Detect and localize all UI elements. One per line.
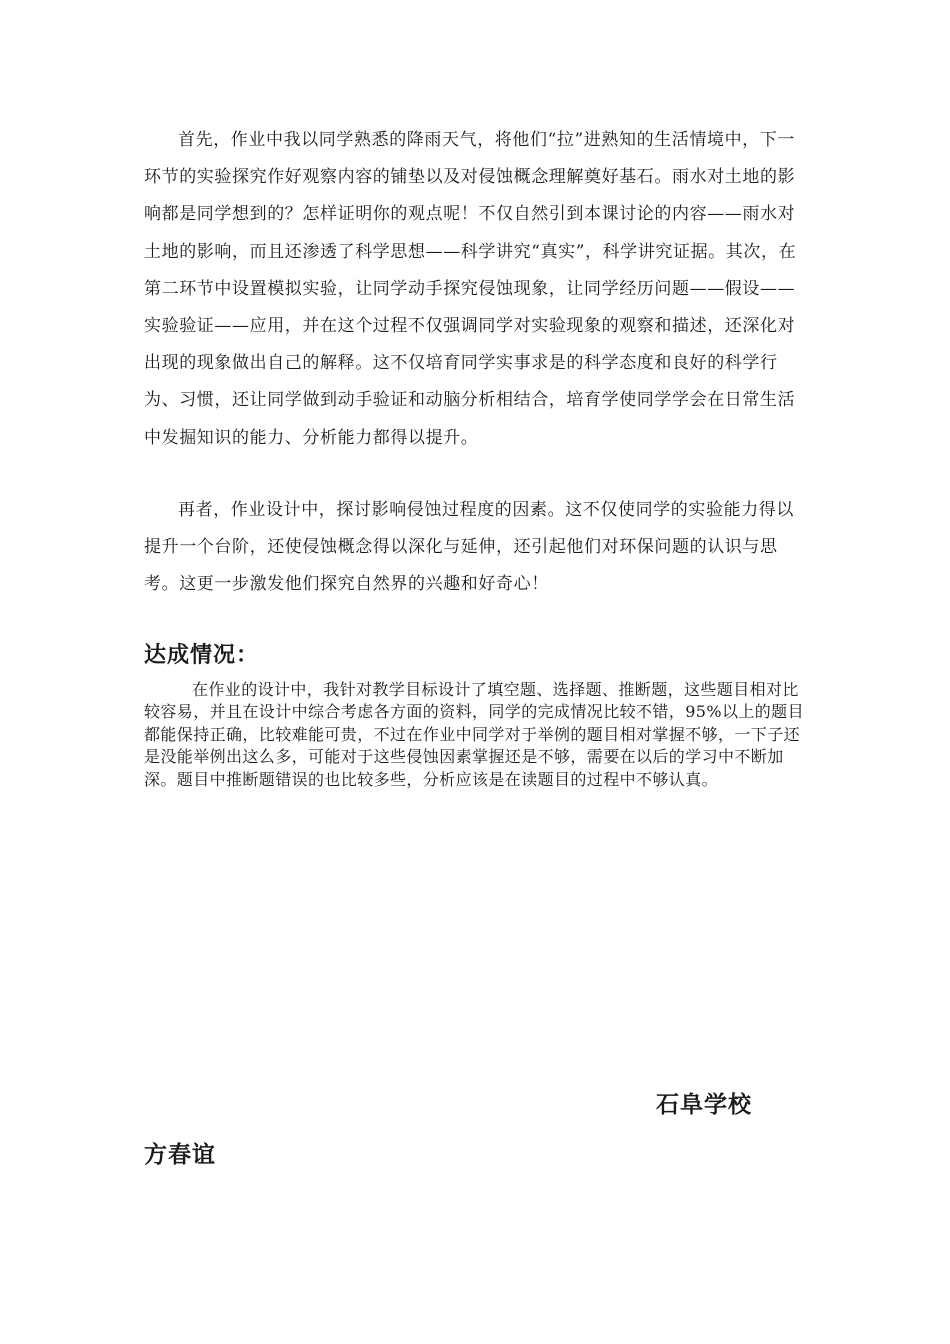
reflection-paragraph-1: 首先，作业中我以同学熟悉的降雨天气，将他们“拉”进熟知的生活情境中，下一环节的实验探究作好观察内容的铺垫以及对侵蚀概念理解奠好基石。雨水对土地的影响都是同学想到的？怎样证明你的观点呢！不仅自然引到本课讨论的内容——雨水对土地的影响，而且还渗透了科学思想——科学讲究“真实”，科学讲究证据。其次，在第二环节中设置模拟实验，让同学动手探究侵蚀现象，让同学经历问题——假设——实验验证——应用，并在这个过程不仅强调同学对实验现象的观察和描述，还深化对出现的现象做出自己的解释。这不仅培育同学实事求是的科学态度和良好的科学行为、习惯，还让同学做到动手验证和动脑分析相结合，培育学使同学学会在日常生活中发掘知识的能力、分析能力都得以提升。: [144, 130, 797, 448]
signature-school: 石阜学校: [656, 1092, 752, 1118]
signature-author: 方春谊: [144, 1142, 216, 1168]
achievement-heading: 达成情况：: [144, 643, 260, 668]
achievement-paragraph: 在作业的设计中，我针对教学目标设计了填空题、选择题、推断题，这些题目相对比较容易，并且在设计中综合考虑各方面的资料，同学的完成情况比较不错，95%以上的题目都能保持正确，比较难能可贵，不过在作业中同学对于举例的题目相对掌握不够，一下子还是没能举例出这么多，可能对于这些侵蚀因素掌握还是不够，需要在以后的学习中不断加深。题目中推断题错误的也比较多些，分析应该是在读题目的过程中不够认真。: [144, 680, 804, 789]
reflection-paragraph-2: 再者，作业设计中，探讨影响侵蚀过程度的因素。这不仅使同学的实验能力得以提升一个台阶，还使侵蚀概念得以深化与延伸，还引起他们对环保问题的认识与思考。这更一步激发他们探究自然界的兴趣和好奇心！: [144, 500, 794, 595]
